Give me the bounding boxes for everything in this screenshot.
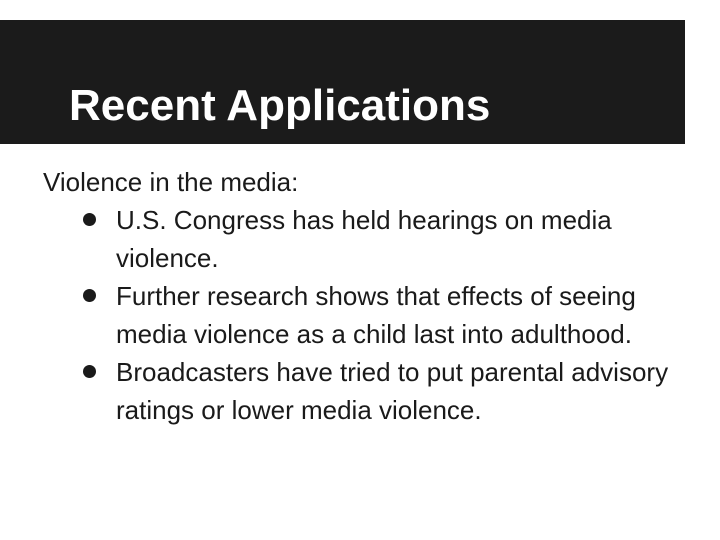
bullet-text: U.S. Congress has held hearings on media violence.	[116, 205, 612, 273]
bullet-text: Further research shows that effects of seeing media violence as a child last into adulthood.	[116, 281, 636, 349]
bullet-text: Broadcasters have tried to put parental advisory ratings or lower media violence.	[116, 357, 669, 425]
slide-title: Recent Applications	[69, 81, 491, 130]
bullet-dot-icon	[83, 289, 96, 302]
bullet-item	[43, 277, 676, 353]
bullet-list	[43, 201, 683, 429]
bullet-dot-icon	[83, 213, 96, 226]
bullet-item	[43, 201, 676, 277]
bullet-item	[43, 353, 676, 429]
bullet-dot-icon	[83, 365, 96, 378]
slide-body	[43, 163, 683, 429]
intro-text: Violence in the media:	[43, 167, 299, 197]
